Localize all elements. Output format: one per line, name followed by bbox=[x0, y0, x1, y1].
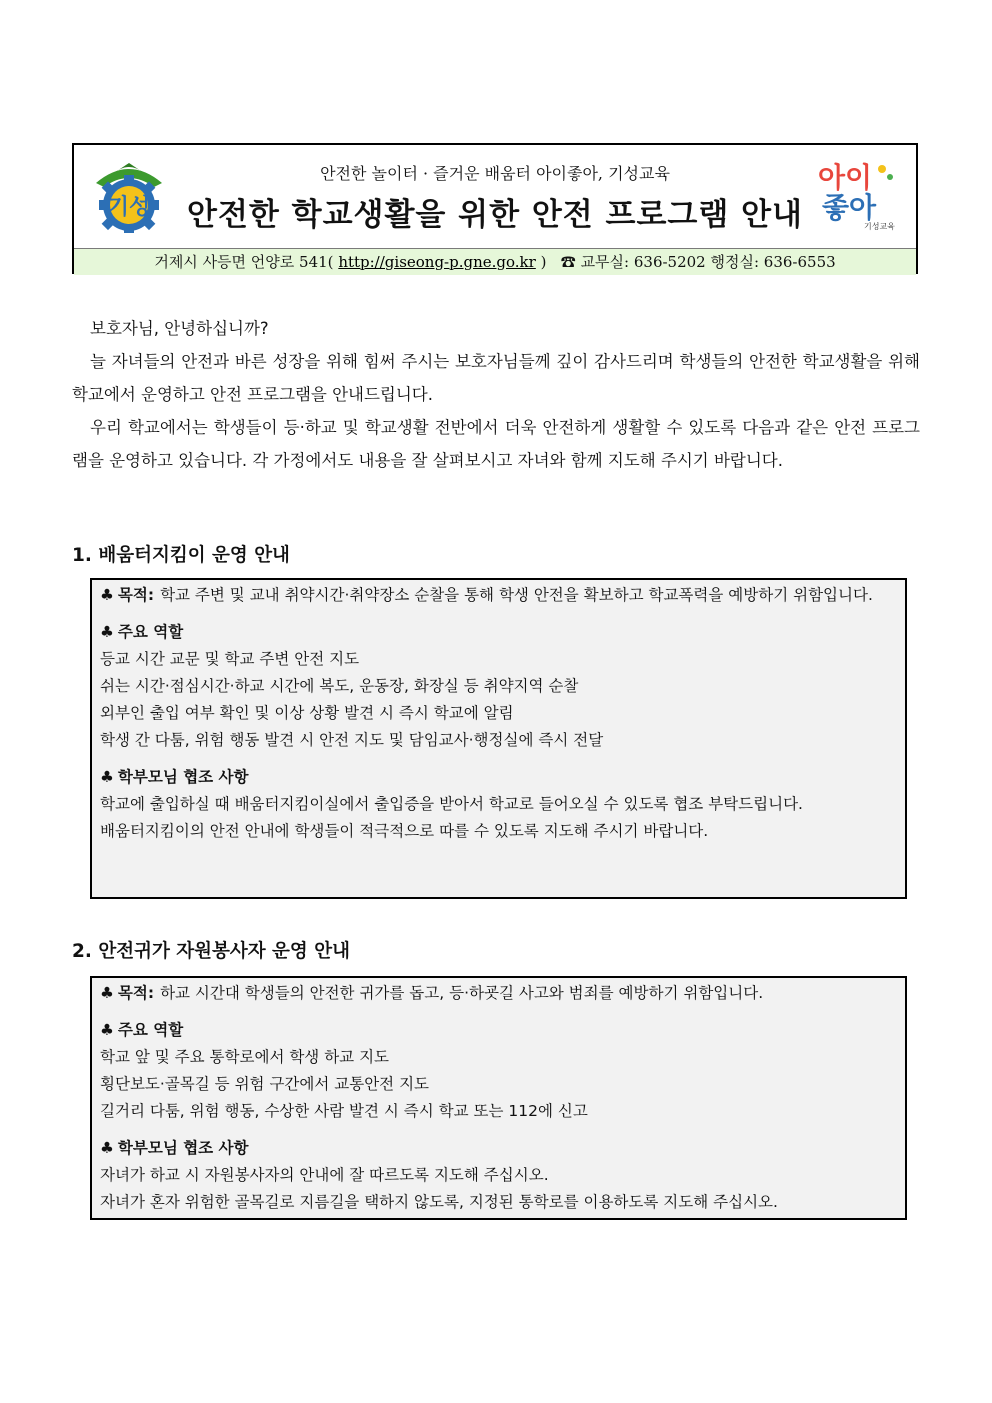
brand-logo-icon bbox=[812, 155, 902, 233]
club-icon: ♣ bbox=[100, 768, 114, 786]
list-item: 횡단보도·골목길 등 위험 구간에서 교통안전 지도 bbox=[100, 1075, 430, 1093]
list-item: 학생 간 다툼, 위험 행동 발견 시 안전 지도 및 담임교사·행정실에 즉시 전달 bbox=[100, 731, 604, 749]
list-item: 배움터지킴이의 안전 안내에 학생들이 적극적으로 따를 수 있도록 지도해 주시기 바랍니다. bbox=[100, 822, 709, 840]
svg-text:아이: 아이 bbox=[818, 161, 873, 194]
purpose-text: 하교 시간대 학생들의 안전한 귀가를 돕고, 등·하굣길 사고와 범죄를 예방하기 위함입니다. bbox=[160, 984, 764, 1002]
list-item: 등교 시간 교문 및 학교 주변 안전 지도 bbox=[100, 650, 360, 668]
address-text: 거제시 사등면 언양로 541( bbox=[154, 253, 334, 271]
list-item: 외부인 출입 여부 확인 및 이상 상황 발견 시 즉시 학교에 알림 bbox=[100, 704, 514, 722]
section-1-box bbox=[90, 578, 907, 899]
club-icon: ♣ bbox=[100, 984, 114, 1002]
list-item: 학교 앞 및 주요 통학로에서 학생 하교 지도 bbox=[100, 1048, 390, 1066]
roles-heading: ♣ 주요 역할 bbox=[100, 623, 184, 641]
section-2-purpose bbox=[100, 980, 897, 1007]
coop-heading: ♣ 학부모님 협조 사항 bbox=[100, 1139, 249, 1157]
greeting: 보호자님, 안녕하십니까? bbox=[90, 319, 269, 338]
club-icon: ♣ bbox=[100, 1139, 114, 1157]
section-2-title: 2. 안전귀가 자원봉사자 운영 안내 bbox=[72, 941, 350, 962]
section-1-purpose bbox=[100, 582, 897, 609]
purpose-label: ♣ 목적: bbox=[100, 984, 155, 1002]
section-1-title: 1. 배움터지킴이 운영 안내 bbox=[72, 545, 290, 566]
roles-heading: ♣ 주요 역할 bbox=[100, 1021, 184, 1039]
letterhead-top bbox=[74, 145, 916, 248]
phone-numbers: 교무실: 636-5202 행정실: 636-6553 bbox=[580, 253, 836, 271]
list-item: 학교에 출입하실 때 배움터지킴이실에서 출입증을 받아서 학교로 들어오실 수 있도록 협조 부탁드립니다. bbox=[100, 795, 803, 813]
coop-heading: ♣ 학부모님 협조 사항 bbox=[100, 768, 249, 786]
section-2-box bbox=[90, 976, 907, 1220]
contact-strip bbox=[74, 248, 916, 275]
address-close: ) bbox=[540, 253, 547, 271]
intro-text bbox=[72, 312, 920, 477]
svg-text:좋아: 좋아 bbox=[822, 191, 877, 224]
letterhead-subtitle: 안전한 놀이터 · 즐거운 배움터 아이좋아, 기성교육 bbox=[320, 164, 670, 183]
svg-text:기성교육: 기성교육 bbox=[864, 222, 895, 231]
club-icon: ♣ bbox=[100, 1021, 114, 1039]
list-item: 쉬는 시간·점심시간·하교 시간에 복도, 운동장, 화장실 등 취약지역 순찰 bbox=[100, 677, 579, 695]
club-icon: ♣ bbox=[100, 586, 114, 604]
list-item: 자녀가 하교 시 자원봉사자의 안내에 잘 따르도록 지도해 주십시오. bbox=[100, 1166, 549, 1184]
club-icon: ♣ bbox=[100, 623, 114, 641]
list-item: 길거리 다툼, 위험 행동, 수상한 사람 발견 시 즉시 학교 또는 112에 신고 bbox=[100, 1102, 588, 1120]
school-url-link[interactable]: http://giseong-p.gne.go.kr bbox=[338, 253, 536, 271]
intro-paragraph-2: 우리 학교에서는 학생들이 등·하교 및 학교생활 전반에서 더욱 안전하게 생활할 수 있도록 다음과 같은 안전 프로그램을 운영하고 있습니다. 각 가정에서도 내용을 잘 살펴보시고 자녀와 함께 지도해 주시기 바랍니다. bbox=[72, 418, 920, 470]
svg-text:기성: 기성 bbox=[107, 195, 151, 220]
intro-paragraph-1: 늘 자녀들의 안전과 바른 성장을 위해 힘써 주시는 보호자님들께 깊이 감사드리며 학생들의 안전한 학교생활을 위해 학교에서 운영하고 안전 프로그램을 안내드립니다. bbox=[72, 352, 920, 404]
letterhead bbox=[72, 143, 918, 274]
purpose-text: 학교 주변 및 교내 취약시간·취약장소 순찰을 통해 학생 안전을 확보하고 학교폭력을 예방하기 위함입니다. bbox=[160, 586, 873, 604]
purpose-label: ♣ 목적: bbox=[100, 586, 155, 604]
phone-icon: ☎ bbox=[560, 253, 576, 271]
list-item: 자녀가 혼자 위험한 골목길로 지름길을 택하지 않도록, 지정된 통학로를 이용하도록 지도해 주십시오. bbox=[100, 1193, 778, 1211]
page-title: 안전한 학교생활을 위한 안전 프로그램 안내 bbox=[187, 197, 803, 233]
